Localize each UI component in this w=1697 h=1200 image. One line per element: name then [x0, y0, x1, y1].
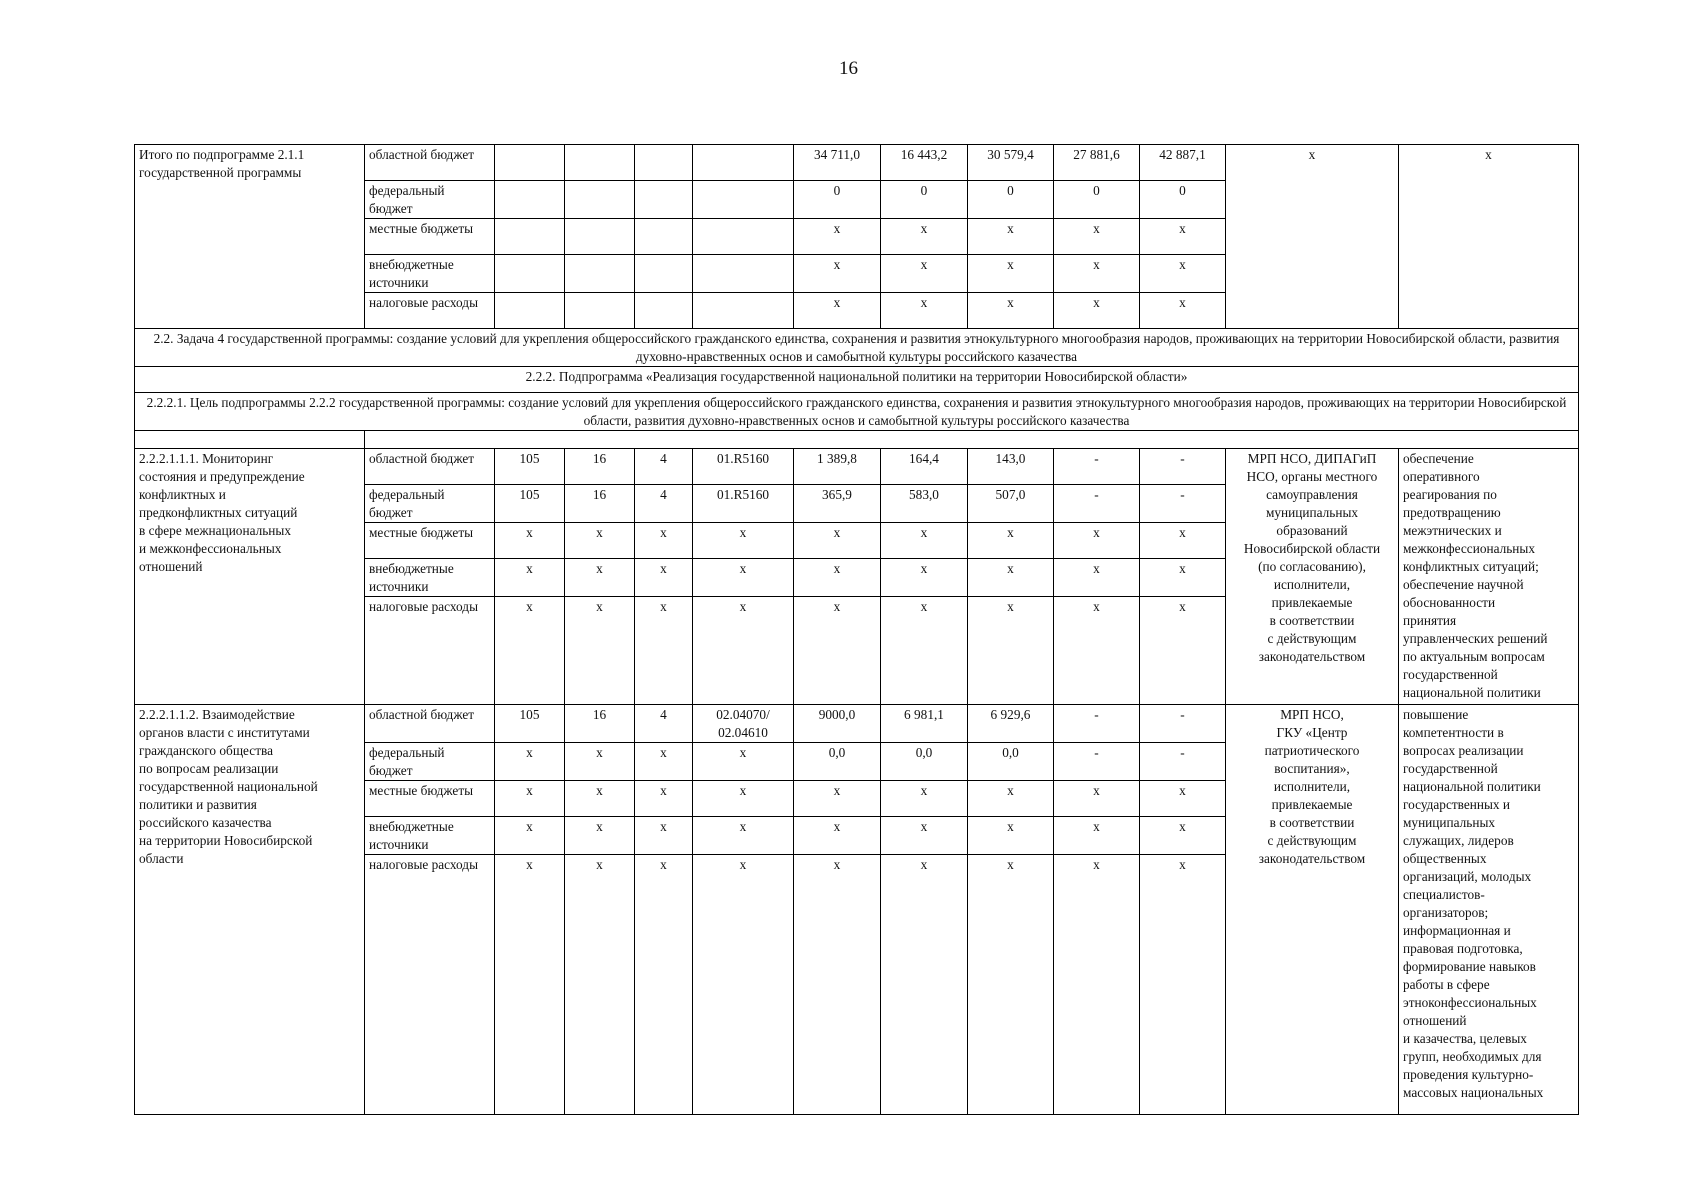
code-cell: 01.R5160 [693, 485, 794, 523]
value-cell: x [794, 817, 881, 855]
code-cell: x [565, 743, 635, 781]
result-cell: x [1399, 145, 1579, 329]
code-cell: 16 [565, 485, 635, 523]
value-cell: - [1054, 705, 1140, 743]
value-cell: - [1140, 705, 1226, 743]
code-cell: x [693, 743, 794, 781]
code-cell [495, 181, 565, 219]
code-cell: x [565, 817, 635, 855]
funding-source: налоговые расходы [365, 597, 495, 705]
code-cell [635, 181, 693, 219]
value-cell: 0 [968, 181, 1054, 219]
value-cell: x [1054, 597, 1140, 705]
section-row [135, 393, 1579, 431]
value-cell: - [1140, 449, 1226, 485]
code-cell [495, 255, 565, 293]
program-table [134, 144, 1579, 1115]
code-cell: x [495, 523, 565, 559]
value-cell: 1 389,8 [794, 449, 881, 485]
value-cell: x [794, 781, 881, 817]
subprogram-header: 2.2.2. Подпрограмма «Реализация государственной национальной политики на территории Новосибирской области» [135, 367, 1579, 393]
value-cell: x [1054, 219, 1140, 255]
value-cell: 6 981,1 [881, 705, 968, 743]
value-cell: - [1054, 485, 1140, 523]
value-cell: x [1054, 559, 1140, 597]
code-cell [635, 293, 693, 329]
value-cell: x [1140, 597, 1226, 705]
code-cell [693, 219, 794, 255]
section-row [135, 329, 1579, 367]
code-cell: x [495, 597, 565, 705]
code-cell [495, 219, 565, 255]
code-cell: x [495, 743, 565, 781]
value-cell: 30 579,4 [968, 145, 1054, 181]
value-cell: x [1140, 293, 1226, 329]
value-cell: 0 [881, 181, 968, 219]
responsible-cell: МРП НСО, ГКУ «Центр патриотического воспитания», исполнители, привлекаемые в соответствии с действующим законодательством [1226, 705, 1399, 1115]
value-cell: x [881, 255, 968, 293]
value-cell: x [794, 255, 881, 293]
value-cell: x [1140, 855, 1226, 1115]
value-cell: x [968, 597, 1054, 705]
code-cell: x [565, 781, 635, 817]
value-cell: 164,4 [881, 449, 968, 485]
funding-source: федеральный бюджет [365, 181, 495, 219]
code-cell [565, 219, 635, 255]
code-cell [693, 293, 794, 329]
code-cell [635, 145, 693, 181]
spacer-cell [135, 431, 365, 449]
code-cell: x [693, 597, 794, 705]
value-cell: x [1140, 817, 1226, 855]
code-cell: x [635, 523, 693, 559]
table-body [135, 145, 1579, 1115]
value-cell: x [968, 817, 1054, 855]
code-cell [565, 145, 635, 181]
value-cell: x [1054, 255, 1140, 293]
value-cell: x [968, 255, 1054, 293]
responsible-cell: x [1226, 145, 1399, 329]
value-cell: 507,0 [968, 485, 1054, 523]
code-cell: x [565, 597, 635, 705]
value-cell: 583,0 [881, 485, 968, 523]
code-cell: 01.R5160 [693, 449, 794, 485]
value-cell: 16 443,2 [881, 145, 968, 181]
value-cell: x [794, 523, 881, 559]
goal-header: 2.2.2.1. Цель подпрограммы 2.2.2 государственной программы: создание условий для укрепления общероссийского гражданского единства, сохранения и развития этнокультурного многообразия народов, проживающих на территории Новосибирской области, развития духовно-нравственных основ и самобытной культуры российского казачества [135, 393, 1579, 431]
funding-source: федеральный бюджет [365, 743, 495, 781]
code-cell [635, 219, 693, 255]
value-cell: x [794, 597, 881, 705]
funding-source: местные бюджеты [365, 523, 495, 559]
table-row [135, 705, 1579, 743]
task-header: 2.2. Задача 4 государственной программы: создание условий для укрепления общероссийского гражданского единства, сохранения и развития этнокультурного многообразия народов, проживающих на территории Новосибирской области, развития духовно-нравственных основ и самобытной культуры российского казачества [135, 329, 1579, 367]
code-cell: x [565, 523, 635, 559]
funding-source: налоговые расходы [365, 293, 495, 329]
code-cell: 105 [495, 485, 565, 523]
value-cell: - [1140, 485, 1226, 523]
code-cell [693, 255, 794, 293]
code-cell: 4 [635, 485, 693, 523]
funding-source: федеральный бюджет [365, 485, 495, 523]
value-cell: 0,0 [968, 743, 1054, 781]
code-cell: x [565, 855, 635, 1115]
code-cell: x [495, 817, 565, 855]
code-cell: x [635, 597, 693, 705]
funding-source: налоговые расходы [365, 855, 495, 1115]
value-cell: x [968, 781, 1054, 817]
value-cell: x [881, 855, 968, 1115]
code-cell: x [495, 781, 565, 817]
value-cell: x [968, 293, 1054, 329]
value-cell: 0 [1054, 181, 1140, 219]
code-cell: x [635, 855, 693, 1115]
value-cell: x [881, 781, 968, 817]
code-cell [565, 293, 635, 329]
table-row [135, 145, 1579, 181]
value-cell: 365,9 [794, 485, 881, 523]
code-cell [495, 145, 565, 181]
funding-source: областной бюджет [365, 145, 495, 181]
value-cell: x [881, 219, 968, 255]
measure-name: 2.2.2.1.1.2. Взаимодействие органов власти с институтами гражданского общества по вопросам реализации государственной национальной политики и развития российского казачества на территории Новосибирской области [135, 705, 365, 1115]
value-cell: x [881, 523, 968, 559]
code-cell: 16 [565, 449, 635, 485]
value-cell: - [1054, 449, 1140, 485]
value-cell: x [1140, 559, 1226, 597]
value-cell: x [968, 219, 1054, 255]
code-cell [565, 181, 635, 219]
code-cell: x [635, 559, 693, 597]
measure-name: 2.2.2.1.1.1. Мониторинг состояния и предупреждение конфликтных и предконфликтных ситуаций в сфере межнациональных и межконфессиональных отношений [135, 449, 365, 705]
value-cell: 143,0 [968, 449, 1054, 485]
code-cell: x [693, 559, 794, 597]
value-cell: x [1054, 855, 1140, 1115]
spacer-cell [365, 431, 1579, 449]
table-row [135, 449, 1579, 485]
responsible-cell: МРП НСО, ДИПАГиП НСО, органы местного самоуправления муниципальных образований Новосибирской области (по согласованию), исполнители, привлекаемые в соответствии с действующим законодательством [1226, 449, 1399, 705]
value-cell: x [968, 559, 1054, 597]
code-cell [635, 255, 693, 293]
value-cell: 0 [1140, 181, 1226, 219]
funding-source: местные бюджеты [365, 781, 495, 817]
code-cell: 105 [495, 705, 565, 743]
funding-source: внебюджетные источники [365, 559, 495, 597]
code-cell: x [495, 559, 565, 597]
code-cell [495, 293, 565, 329]
value-cell: x [968, 855, 1054, 1115]
code-cell: x [635, 743, 693, 781]
value-cell: x [1054, 523, 1140, 559]
code-cell: x [693, 523, 794, 559]
funding-source: областной бюджет [365, 705, 495, 743]
code-cell: 4 [635, 449, 693, 485]
section-row [135, 367, 1579, 393]
page-number: 16 [839, 58, 858, 79]
value-cell: 0,0 [881, 743, 968, 781]
code-cell: x [635, 781, 693, 817]
code-cell [693, 181, 794, 219]
value-cell: - [1140, 743, 1226, 781]
value-cell: x [1140, 255, 1226, 293]
value-cell: 42 887,1 [1140, 145, 1226, 181]
funding-source: внебюджетные источники [365, 817, 495, 855]
code-cell [693, 145, 794, 181]
value-cell: x [881, 559, 968, 597]
code-cell: 4 [635, 705, 693, 743]
code-cell: x [693, 817, 794, 855]
value-cell: 6 929,6 [968, 705, 1054, 743]
value-cell: x [1140, 219, 1226, 255]
code-cell: 105 [495, 449, 565, 485]
value-cell: x [881, 817, 968, 855]
value-cell: x [794, 559, 881, 597]
result-cell: обеспечение оперативного реагирования по предотвращению межэтнических и межконфессиональных конфликтных ситуаций; обеспечение научной обоснованности принятия управленческих решений по актуальным вопросам государственной национальной политики [1399, 449, 1579, 705]
code-cell: x [495, 855, 565, 1115]
value-cell: x [794, 293, 881, 329]
funding-source: областной бюджет [365, 449, 495, 485]
value-cell: x [1140, 523, 1226, 559]
value-cell: x [968, 523, 1054, 559]
code-cell: x [635, 817, 693, 855]
code-cell: x [693, 855, 794, 1115]
row-label: Итого по подпрограмме 2.1.1 государственной программы [135, 145, 365, 329]
code-cell: x [565, 559, 635, 597]
code-cell: x [693, 781, 794, 817]
value-cell: x [1054, 817, 1140, 855]
value-cell: x [794, 855, 881, 1115]
value-cell: x [881, 293, 968, 329]
result-cell: повышение компетентности в вопросах реализации государственной национальной политики государственных и муниципальных служащих, лидеров общественных организаций, молодых специалистов- организаторов; информационная и правовая подготовка, формирование навыков работы в сфере этноконфессиональных отношений и казачества, целевых групп, необходимых для проведения культурно- массовых национальных [1399, 705, 1579, 1115]
code-cell: 02.04070/ 02.04610 [693, 705, 794, 743]
value-cell: 34 711,0 [794, 145, 881, 181]
value-cell: x [1140, 781, 1226, 817]
value-cell: 0,0 [794, 743, 881, 781]
value-cell: 9000,0 [794, 705, 881, 743]
value-cell: - [1054, 743, 1140, 781]
value-cell: 0 [794, 181, 881, 219]
value-cell: 27 881,6 [1054, 145, 1140, 181]
value-cell: x [1054, 781, 1140, 817]
funding-source: внебюджетные источники [365, 255, 495, 293]
value-cell: x [1054, 293, 1140, 329]
value-cell: x [881, 597, 968, 705]
spacer-row [135, 431, 1579, 449]
code-cell [565, 255, 635, 293]
value-cell: x [794, 219, 881, 255]
funding-source: местные бюджеты [365, 219, 495, 255]
code-cell: 16 [565, 705, 635, 743]
